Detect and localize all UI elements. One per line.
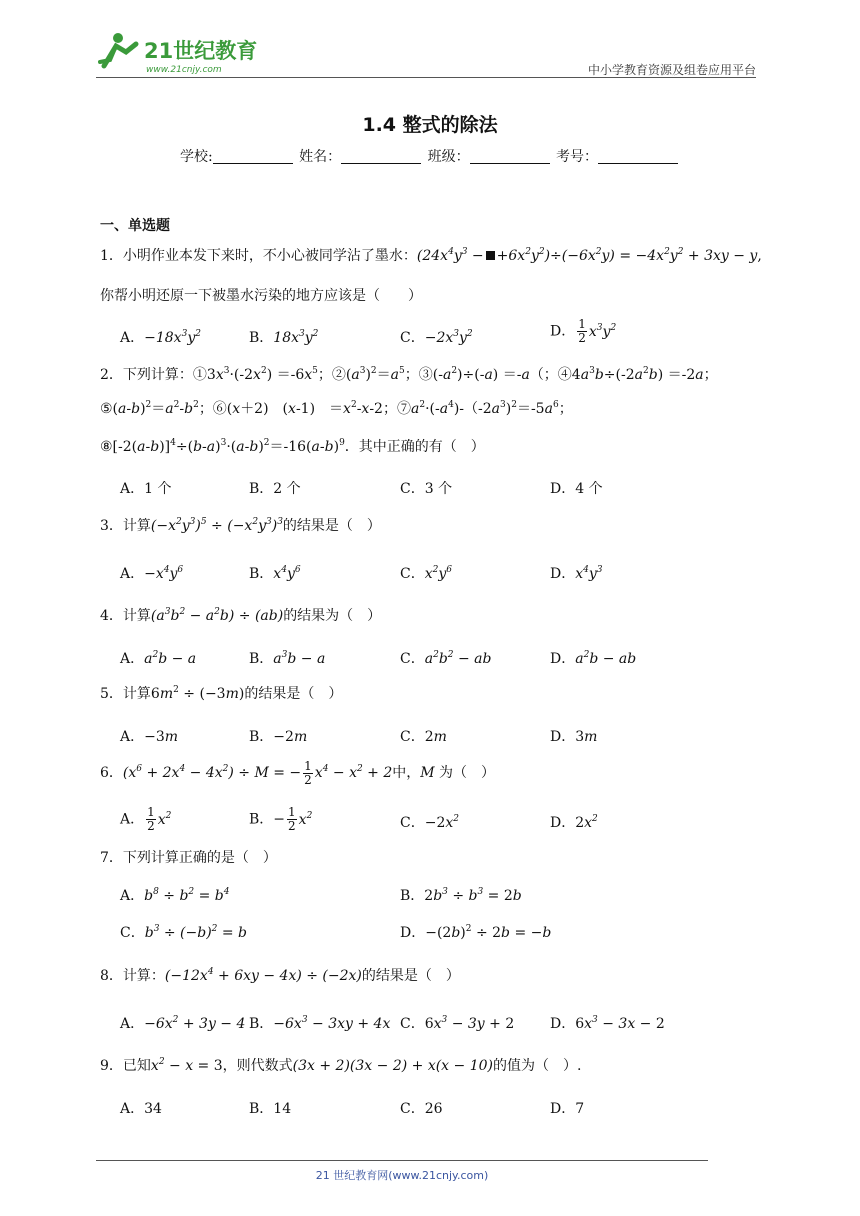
option-4c[interactable]: C．$a^2b^2$ − ab: [400, 650, 492, 667]
question-1-line2: 你帮小明还原一下被墨水污染的地方应该是（ ）: [100, 288, 422, 304]
question-2: 2．下列计算：$①3x^3\cdot(-2x^2) =-6x^5$；$②(a^3)^2=a^5$；$③(-a^2)\div(-a) =-a$（；$④4a^3b\div(-2a^2b) =-2a$；: [100, 366, 718, 383]
school-label: 学校:: [179, 149, 213, 165]
option-7d[interactable]: D．$-(2b)^2 \div 2b = -b$: [400, 924, 552, 941]
option-8c[interactable]: C．$6x^3 - 3y + 2$: [400, 1015, 515, 1032]
logo: [96, 30, 266, 74]
option-6d[interactable]: D．$2x^2$: [550, 814, 598, 831]
option-5b[interactable]: B．−2m: [249, 729, 308, 745]
question-9: 9．已知$x^2 - x = 3$，则代数式(3x + 2)(3x − 2) + x(x − 10)的值为（ ）.: [100, 1057, 582, 1074]
page-title: 1.4 整式的除法: [362, 114, 498, 136]
option-6c[interactable]: C．$-2x^2$: [400, 814, 459, 831]
option-6a[interactable]: A． $\frac{1}{2}$ $x^2$: [120, 805, 172, 833]
option-1c[interactable]: C．$-2x^3y^2$: [400, 329, 473, 346]
page-header: [96, 30, 756, 78]
svg-text:www.21cnjy.com: www.21cnjy.com: [146, 65, 222, 74]
option-3d[interactable]: D．$x^4y^3$: [550, 565, 603, 582]
svg-text:21世纪教育: 21世纪教育: [144, 39, 258, 63]
option-3b[interactable]: B．$x^4y^6$: [249, 565, 301, 582]
question-4: 4．计算$(a^3b^2 - a^2b) \div (ab)$的结果为（ ）: [100, 607, 382, 624]
class-label: 班级：: [427, 149, 470, 165]
question-1: 1．小明作业本发下来时，不小心被同学沾了墨水：$(24x^4y^3 - +6x^2y^2)\div(-6x^2y) = -4x^2y^2 + 3xy - y$,: [100, 247, 762, 264]
option-3c[interactable]: C．$x^2y^6$: [400, 565, 453, 582]
student-info: [0, 146, 860, 166]
option-7b[interactable]: B．$2b^3 \div b^3 = 2b$: [400, 887, 522, 904]
option-9c[interactable]: C．26: [400, 1101, 443, 1117]
name-label: 姓名：: [299, 149, 342, 165]
option-7c[interactable]: C．$b^3 \div (-b)^2 = b$: [120, 924, 247, 941]
option-8a[interactable]: A．$-6x^2 + 3y - 4$: [120, 1015, 246, 1032]
class-field[interactable]: [470, 149, 550, 164]
header-divider: [96, 77, 756, 78]
footer-link[interactable]: 21 世纪教育网(www.21cnjy.com): [315, 1169, 489, 1182]
option-9b[interactable]: B．14: [249, 1101, 292, 1117]
question-5: 5．计算$6m^2 \div (-3m)$的结果是（ ）: [100, 685, 343, 702]
option-1b[interactable]: B．$18x^3y^2$: [249, 329, 319, 346]
option-4d[interactable]: D．$a^2b$ − ab: [550, 650, 637, 667]
name-field[interactable]: [341, 149, 421, 164]
option-9d[interactable]: D．7: [550, 1101, 585, 1117]
option-8d[interactable]: D．$6x^3 - 3x - 2$: [550, 1015, 665, 1032]
option-5d[interactable]: D．3m: [550, 729, 598, 745]
option-2b[interactable]: B．2 个: [249, 481, 301, 497]
platform-name: 中小学教育资源及组卷应用平台: [587, 63, 756, 77]
question-3: 3．计算$(-x^2y^3)^5 \div (-x^2y^3)^3$的结果是（ ）: [100, 517, 381, 534]
section-heading: 一、单选题: [100, 218, 170, 234]
option-7a[interactable]: A．$b^8 \div b^2 = b^4$: [120, 887, 230, 904]
ink-blot: [486, 251, 495, 260]
option-5a[interactable]: A．−3m: [120, 729, 179, 745]
question-2-line2: $⑤(a-b)^2=a^2-b^2$；⑥(x＋2) (x-1) $=x^2-x-2$；$⑦a^2\cdot(-a^4)-(-2a^3)^2=-5a^6$；: [100, 400, 573, 417]
number-field[interactable]: [598, 149, 678, 164]
option-1a[interactable]: A．$-18x^3y^2$: [120, 329, 201, 346]
option-6b[interactable]: B．− $\frac{1}{2}$ $x^2$: [249, 805, 313, 833]
option-4a[interactable]: A．$a^2b - a$: [120, 650, 197, 667]
number-label: 考号：: [556, 149, 599, 165]
option-9a[interactable]: A．34: [120, 1101, 162, 1117]
option-2c[interactable]: C．3 个: [400, 481, 453, 497]
option-4b[interactable]: B．$a^3b - a$: [249, 650, 326, 667]
option-2d[interactable]: D．4 个: [550, 481, 603, 497]
question-6: 6．$(x^6 + 2x^4 - 4x^2) \div M$ = − $\frac{1}{2}$ $x^4 - x^2 + 2$中，M 为（ ）: [100, 758, 496, 787]
question-2-line3: $⑧[-2(a-b)]^4\div(b-a)^3\cdot(a-b)^2=-16(a-b)^9$．其中正确的有（ ）: [100, 438, 485, 455]
question-8: 8．计算：$(-12x^4 + 6xy - 4x) \div (-2x)$的结果是（ ）: [100, 967, 460, 984]
option-3a[interactable]: A．$-x^4y^6$: [120, 565, 184, 582]
option-8b[interactable]: B．$-6x^3 - 3xy + 4x$: [249, 1015, 391, 1032]
question-7: 7．下列计算正确的是（ ）: [100, 850, 277, 866]
option-2a[interactable]: A．1 个: [120, 481, 172, 497]
footer-divider: [96, 1160, 708, 1161]
school-field[interactable]: [213, 149, 293, 164]
option-5c[interactable]: C．2m: [400, 729, 447, 745]
option-1d[interactable]: D． $\frac{1}{2}$ $x^3y^2$: [550, 317, 617, 345]
